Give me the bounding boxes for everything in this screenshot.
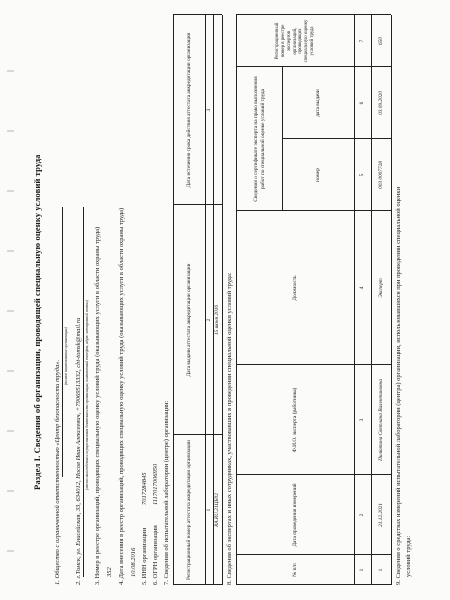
exp-row-cert-date: 03.09.2020 [377,91,384,115]
item4-registry-date: 10.08.2016 [130,547,137,577]
exp-row-position: Эксперт [377,278,384,298]
item1-underline [62,207,63,477]
exp-header-certificate: Сведения о сертификате эксперта на право выполнения работ по специальной оценке условий труда [253,76,266,202]
exp-header-no: № п/п [292,563,299,577]
exp-col-number-4: 4 [359,286,366,290]
item5-inn: 7017284845 [141,472,148,505]
acc-header-number: Регистрационный номер аттестата аккредитации организации [186,440,193,581]
item4-registry-date-label: 4. Дата внесения в реестр организаций, проводящих специальную оценку условий труда (оказывающих услуги в области охраны труда) [118,207,125,585]
exp-header-date: Дата проведения измерений [292,483,299,547]
item9-instruments-label-cont: условий труда: [405,535,412,577]
exp-col-number-1: 1 [359,568,366,572]
item3-registry-label: 3. Номер в реестре организаций, проводящих специальную оценку условий труда (оказывающих услуги в области охраны труда) [94,226,101,585]
exp-col-number-2: 2 [359,513,366,517]
exp-row-date: 21.12.2021 [377,503,384,527]
item2-caption: (место нахождения и осуществления деятельности организации, контактный телефон, адрес электронной почты) [85,299,89,490]
rotated-document [30,15,442,585]
acc-col-number-3: 3 [205,108,212,112]
acc-col-number-2: 2 [205,318,212,322]
item6-ogrn: 1117017006950 [152,463,159,505]
acc-header-issue-date: Дата выдачи аттестата аккредитации организации [186,263,193,377]
item7-lab-label: 7. Сведения об испытательной лаборатории (центре) организации: [163,400,170,585]
item1-org-name: 1. Общество с ограниченной ответственностью «Центр безопасности труда». [54,359,61,585]
item8-experts-label: 8. Сведения об экспертах и иных сотрудниках, участвовавших в проведении специальной оценки условий труда: [226,272,233,585]
exp-row-fio: Пилютина Светлана Валентиновна [377,379,384,461]
exp-header-registry: Регистрационный номер в реестре экспертов организаций, проводящих специальную оценку условий труда [274,19,316,63]
acc-col-number-1: 1 [205,508,212,512]
acc-issue-date: 15 июня 2016 [214,305,221,336]
item3-registry-number: 352 [106,567,113,577]
acc-registration-number: RA.RU.21ЦБ02 [214,493,221,527]
section-title: Раздел I. Сведения об организации, проводящей специальную оценку условий труда [32,154,42,490]
exp-row-no: 1 [377,568,384,572]
item6-ogrn-label: 6. ОГРН организации [152,525,159,585]
item2-address: 2. г.Томск, ул. Енисейская, 33, 634012, Носов Иван Алексеевич, +79069513332, cbt-tomsk@mail.ru [75,317,82,585]
exp-col-number-3: 3 [359,418,366,422]
acc-expiry-date [213,15,222,205]
exp-col-number-5: 5 [359,173,366,177]
item9-instruments-label: 9. Сведения о средствах измерений испытательной лаборатории (центра) организации, использовавшихся при проведении специальной оценки [395,186,402,585]
item5-inn-label: 5. ИНН организации [141,527,148,585]
exp-header-cert-date: дата выдачи [315,89,322,117]
exp-row-cert-number: 003 0007728 [377,161,384,189]
exp-header-position: Должность [292,275,299,301]
item1-caption: (полное наименование организации) [64,327,68,385]
exp-col-number-7: 7 [359,39,366,43]
exp-header-fio: Ф.И.О. эксперта (работника) [292,387,299,453]
acc-header-expiry-date: Дата истечения срока действия аттестата аккредитации организации [186,32,193,188]
exp-header-cert-number: номер [315,168,322,182]
item2-underline [83,207,84,577]
exp-col-number-6: 6 [359,101,366,105]
exp-row-registry: 650 [377,37,384,45]
